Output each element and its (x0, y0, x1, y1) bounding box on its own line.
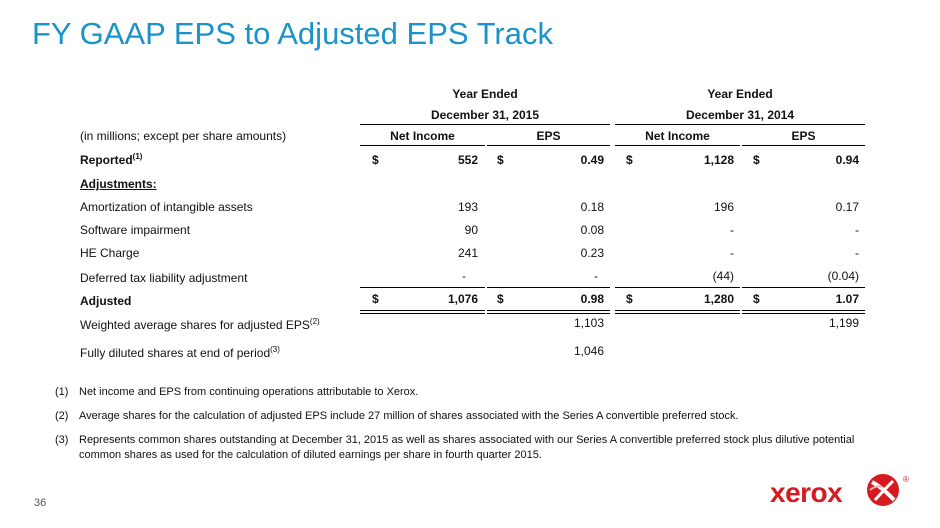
subtotal-rule-4 (742, 287, 865, 288)
col-eps-2015: EPS (536, 129, 561, 143)
xerox-logo (770, 471, 910, 515)
adjusted-eps-2015: 0.98 (580, 292, 604, 306)
units-note: (in millions; except per share amounts) (80, 129, 287, 143)
adjusted-eps-2014: 1.07 (835, 292, 859, 306)
col-net-income-2015: Net Income (390, 129, 455, 143)
period-2014-rule (615, 124, 865, 125)
amortization-eps-2015: 0.18 (580, 200, 604, 214)
header-rule-1 (360, 145, 485, 146)
adjusted-cur-1: $ (372, 292, 379, 306)
total-double-rule-4 (742, 310, 865, 314)
row-deferred-tax-label: Deferred tax liability adjustment (80, 271, 248, 285)
software-eps-2014: - (855, 223, 859, 237)
period-2015-header-line1: Year Ended (452, 87, 518, 101)
row-software-label: Software impairment (80, 223, 191, 237)
row-reported-label: Reported$^{(1)}$ (80, 152, 143, 167)
software-ni-2014: - (730, 223, 734, 237)
weighted-shares-2014: 1,199 (828, 316, 859, 330)
reported-eps-2014: 0.94 (835, 153, 859, 167)
software-eps-2015: 0.08 (580, 223, 604, 237)
reported-eps-2015: 0.49 (580, 153, 604, 167)
adjustments-heading: Adjustments: (80, 177, 157, 191)
page-title: FY GAAP EPS to Adjusted EPS Track (32, 16, 553, 51)
period-2014-header-line1: Year Ended (707, 87, 773, 101)
total-double-rule-3 (615, 310, 740, 314)
amortization-ni-2015: 193 (457, 200, 478, 214)
row-weighted-shares-label: Weighted average shares for adjusted EPS$^{(2)}$ (80, 317, 320, 332)
weighted-shares-2015: 1,103 (573, 316, 604, 330)
row-diluted-shares-label: Fully diluted shares at end of period$^{(3)}$ (80, 345, 280, 360)
diluted-shares-2015: 1,046 (573, 344, 604, 358)
reported-cur-3: $ (626, 153, 633, 167)
footnote-1: (1) Net income and EPS from continuing operations attributable to Xerox. (55, 386, 419, 398)
reported-cur-4: $ (753, 153, 760, 167)
he-charge-ni-2014: - (730, 246, 734, 260)
deferred-tax-ni-2015: - (462, 269, 466, 283)
header-rule-4 (742, 145, 865, 146)
adjusted-cur-3: $ (626, 292, 633, 306)
reported-ni-2015: 552 (457, 153, 478, 167)
adjusted-cur-4: $ (753, 292, 760, 306)
he-charge-eps-2014: - (855, 246, 859, 260)
amortization-eps-2014: 0.17 (835, 200, 859, 214)
row-amortization-label: Amortization of intangible assets (80, 200, 253, 214)
he-charge-ni-2015: 241 (457, 246, 478, 260)
he-charge-eps-2015: 0.23 (580, 246, 604, 260)
page-number: 36 (34, 497, 47, 509)
adjusted-ni-2014: 1,280 (703, 292, 734, 306)
subtotal-rule-3 (615, 287, 740, 288)
deferred-tax-eps-2015: - (594, 269, 598, 283)
registered-mark: ® (903, 475, 909, 484)
col-net-income-2014: Net Income (645, 129, 710, 143)
logo-wordmark: xerox (770, 477, 843, 508)
period-2015-header-line2: December 31, 2015 (430, 108, 540, 122)
footnote-3: (3) Represents common shares outstanding at December 31, 2015 as well as shares associated with our Series A convertible preferred stock plus dilutive potential common shares as used for the calculation of diluted earnings per share in fourth quarter 2015. (55, 434, 855, 461)
subtotal-rule-2 (487, 287, 610, 288)
amortization-ni-2014: 196 (713, 200, 734, 214)
adjusted-ni-2015: 1,076 (447, 292, 478, 306)
row-adjusted-label: Adjusted (80, 294, 132, 308)
total-double-rule-2 (487, 310, 610, 314)
deferred-tax-eps-2014: (0.04) (827, 269, 859, 283)
total-double-rule-1 (360, 310, 485, 314)
reported-cur-2: $ (497, 153, 504, 167)
footnote-2: (2) Average shares for the calculation of adjusted EPS include 27 million of shares associated with the Series A convertible preferred stock. (55, 410, 739, 422)
xerox-ball-icon (866, 473, 900, 507)
header-rule-3 (615, 145, 740, 146)
col-eps-2014: EPS (791, 129, 816, 143)
reported-ni-2014: 1,128 (703, 153, 734, 167)
period-2015-rule (360, 124, 610, 125)
row-he-charge-label: HE Charge (80, 246, 140, 260)
deferred-tax-ni-2014: (44) (712, 269, 734, 283)
period-2014-header-line2: December 31, 2014 (685, 108, 795, 122)
subtotal-rule-1 (360, 287, 485, 288)
software-ni-2015: 90 (464, 223, 478, 237)
header-rule-2 (487, 145, 610, 146)
adjusted-cur-2: $ (497, 292, 504, 306)
reported-cur-1: $ (372, 153, 379, 167)
